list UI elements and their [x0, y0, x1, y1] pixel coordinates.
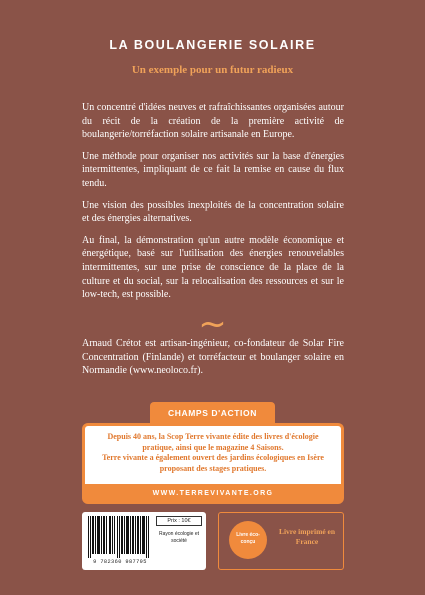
- publisher-line-1: Depuis 40 ans, la Scop Terre vivante édite des livres d'écologie pratique, ainsi que le magazine 4 Saisons.: [107, 432, 319, 452]
- blurb-paragraph-4: Au final, la démonstration qu'un autre modèle économique et énergétique, basé sur l'utilisation des énergies renouvelables intermittentes, sur une prise de conscience de la place de la culture et du social, sur la relocalisation des ressources et sur le low-tech, est possible.: [82, 234, 344, 301]
- book-title: LA BOULANGERIE SOLAIRE: [109, 38, 316, 52]
- eco-design-badge-icon: [229, 521, 267, 559]
- price-label: Prix : 10€: [156, 516, 202, 526]
- print-label-box: [218, 512, 344, 570]
- isbn-number: 9 782360 987795: [93, 559, 147, 565]
- website-link[interactable]: WWW.TERREVIVANTE.ORG: [82, 484, 344, 504]
- barcode-box: [82, 512, 206, 570]
- book-subtitle: Un exemple pour un futur radieux: [131, 64, 294, 76]
- author-bio: Arnaud Crétot est artisan-ingénieur, co-fondateur de Solar Fire Concentration (Finlande) et torréfacteur et boulanger solaire en Normandie (www.neoloco.fr).: [82, 338, 344, 377]
- blurb: [82, 101, 344, 310]
- shelf-category: Rayon écologie et société: [158, 531, 200, 544]
- tilde-divider: ~: [198, 304, 227, 344]
- publisher-text: [91, 432, 335, 474]
- collection-tab: CHAMPS D'ACTION: [150, 402, 275, 424]
- blurb-paragraph-1: Un concentré d'idées neuves et rafraîchissantes organisées autour du récit de la création de la première activité de boulangerie/torréfaction solaire artisanale en Europe.: [82, 102, 344, 141]
- blurb-paragraph-2: Une méthode pour organiser nos activités sur la base d'énergies intermittentes, impliquant de ce fait la remise en cause du flux tendu.: [82, 150, 344, 189]
- printed-in-france-label: Livre imprimé en France: [278, 527, 336, 546]
- publisher-line-2: Terre vivante a également ouvert des jardins écologiques en Isère proposant des stages pratiques.: [102, 453, 324, 473]
- publisher-panel: [82, 423, 344, 485]
- blurb-paragraph-3: Une vision des possibles inexploités de la concentration solaire et des énergies alternatives.: [82, 199, 344, 225]
- eco-design-badge-text: Livre éco-conçu: [236, 532, 260, 545]
- barcode-icon: [86, 516, 152, 558]
